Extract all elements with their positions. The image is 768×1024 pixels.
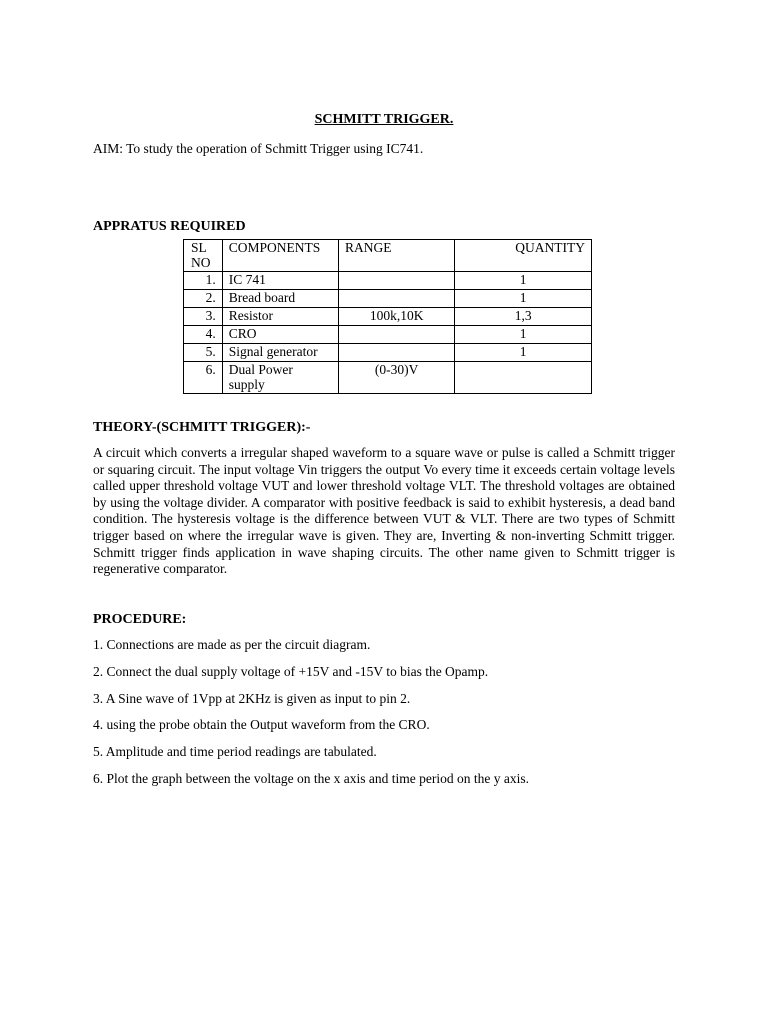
cell-quantity: 1,3 <box>455 307 592 325</box>
cell-quantity: 1 <box>455 325 592 343</box>
cell-component: CRO <box>222 325 338 343</box>
cell-range <box>339 343 455 361</box>
table-row <box>184 271 592 289</box>
cell-quantity: 1 <box>455 343 592 361</box>
cell-sl-no: 6. <box>184 361 223 393</box>
cell-sl-no: 5. <box>184 343 223 361</box>
cell-component: Resistor <box>222 307 338 325</box>
cell-range: 100k,10K <box>339 307 455 325</box>
header-quantity: QUANTITY <box>455 239 592 271</box>
table-row <box>184 325 592 343</box>
theory-heading: THEORY-(SCHMITT TRIGGER):- <box>93 419 311 435</box>
cell-quantity <box>455 361 592 393</box>
cell-quantity: 1 <box>455 271 592 289</box>
procedure-step-3: 3. A Sine wave of 1Vpp at 2KHz is given as input to pin 2. <box>93 690 411 706</box>
table-row <box>184 289 592 307</box>
aim-statement: AIM: To study the operation of Schmitt Trigger using IC741. <box>93 140 424 156</box>
cell-sl-no: 4. <box>184 325 223 343</box>
cell-component: IC 741 <box>222 271 338 289</box>
cell-range: (0-30)V <box>339 361 455 393</box>
cell-range <box>339 289 455 307</box>
cell-range <box>339 325 455 343</box>
cell-sl-no: 1. <box>184 271 223 289</box>
document-title: SCHMITT TRIGGER. <box>314 112 454 127</box>
header-sl-no: SL NO <box>184 239 223 271</box>
theory-paragraph: A circuit which converts a irregular shaped waveform to a square wave or pulse is called a Schmitt trigger or squaring circuit. The input voltage Vin triggers the output Vo every time it exceeds certain voltage levels called upper threshold voltage VUT and lower threshold voltage VLT. The threshold voltages are obtained by using the voltage divider. A comparator with positive feedback is said to exhibit hysteresis, a dead band condition. The hysteresis voltage is the difference between VUT & VLT. There are two types of Schmitt trigger based on where the irregular wave is given. They are, Inverting & non-inverting Schmitt trigger. Schmitt trigger finds application in wave shaping circuits. The other name given to Schmitt trigger is regenerative comparator. <box>93 445 675 577</box>
procedure-step-4: 4. using the probe obtain the Output waveform from the CRO. <box>93 717 430 733</box>
table-row <box>184 307 592 325</box>
cell-quantity: 1 <box>455 289 592 307</box>
apparatus-table <box>183 239 592 394</box>
table-row <box>184 361 592 393</box>
document-page <box>93 112 675 797</box>
cell-component: Bread board <box>222 289 338 307</box>
cell-sl-no: 3. <box>184 307 223 325</box>
procedure-step-1: 1. Connections are made as per the circuit diagram. <box>93 637 371 653</box>
header-range: RANGE <box>339 239 455 271</box>
header-components: COMPONENTS <box>222 239 338 271</box>
table-header-row <box>184 239 592 271</box>
procedure-step-5: 5. Amplitude and time period readings are tabulated. <box>93 744 377 759</box>
apparatus-heading: APPRATUS REQUIRED <box>93 219 246 234</box>
cell-sl-no: 2. <box>184 289 223 307</box>
procedure-step-6: 6. Plot the graph between the voltage on the x axis and time period on the y axis. <box>93 770 530 786</box>
cell-component: Dual Power supply <box>222 361 338 393</box>
procedure-step-2: 2. Connect the dual supply voltage of +15V and -15V to bias the Opamp. <box>93 663 489 679</box>
table-row <box>184 343 592 361</box>
cell-component: Signal generator <box>222 343 338 361</box>
procedure-heading: PROCEDURE: <box>93 611 187 627</box>
cell-range <box>339 271 455 289</box>
